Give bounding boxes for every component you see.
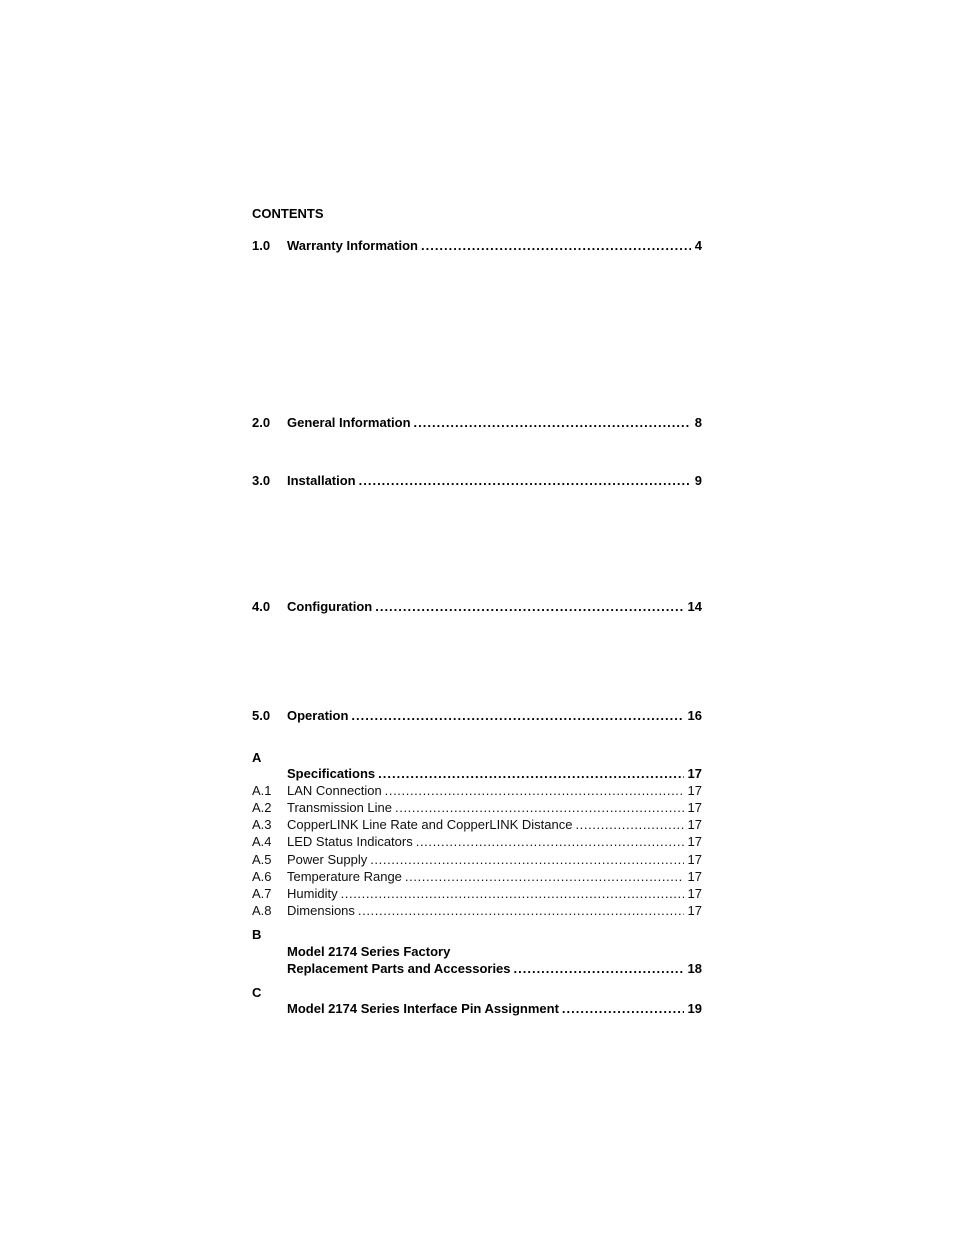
toc-subentry-humidity[interactable]	[252, 886, 702, 902]
dot-leader	[414, 415, 691, 431]
toc-subentry-led-status[interactable]	[252, 834, 702, 850]
dot-leader	[358, 903, 684, 919]
toc-entry-configuration[interactable]	[252, 599, 702, 615]
page-number: 14	[687, 599, 702, 614]
dot-leader	[395, 800, 684, 816]
dot-leader	[370, 852, 683, 868]
section-number: 5.0	[252, 708, 271, 723]
toc-entry-pin-assignment[interactable]	[252, 1001, 702, 1017]
section-number: 3.0	[252, 473, 271, 488]
toc-entry-general-information[interactable]	[252, 415, 702, 431]
toc-subentry-line-rate[interactable]	[252, 817, 702, 833]
toc-subentry-lan-connection[interactable]	[252, 783, 702, 799]
dot-leader	[562, 1001, 684, 1017]
subsection-title: LAN Connection	[287, 783, 382, 798]
page-number: 8	[694, 415, 702, 430]
subsection-number: A.7	[252, 886, 272, 901]
toc-entry-replacement-parts[interactable]	[252, 961, 702, 977]
appendix-b-title-line1: Model 2174 Series Factory	[287, 944, 451, 959]
subsection-number: A.5	[252, 852, 272, 867]
page-number: 17	[687, 766, 702, 781]
section-title: Warranty Information	[287, 238, 418, 253]
subsection-number: A.4	[252, 834, 272, 849]
section-number: 1.0	[252, 238, 271, 253]
toc-subentry-power-supply[interactable]	[252, 852, 702, 868]
appendix-a-letter: A	[252, 750, 262, 765]
dot-leader	[575, 817, 683, 833]
page-number: 18	[687, 961, 702, 976]
dot-leader	[416, 834, 684, 850]
toc-entry-warranty[interactable]	[252, 238, 702, 254]
subsection-title: CopperLINK Line Rate and CopperLINK Distance	[287, 817, 573, 832]
section-title: Operation	[287, 708, 349, 723]
page-number: 17	[687, 869, 702, 884]
dot-leader	[405, 869, 684, 885]
subsection-title: Dimensions	[287, 903, 355, 918]
dot-leader	[375, 599, 683, 615]
page-number: 17	[687, 783, 702, 798]
subsection-title: Transmission Line	[287, 800, 393, 815]
subsection-number: A.2	[252, 800, 272, 815]
section-title: General Information	[287, 415, 411, 430]
dot-leader	[378, 766, 683, 782]
toc-entry-operation[interactable]	[252, 708, 702, 724]
section-title: Replacement Parts and Accessories	[287, 961, 511, 976]
subsection-title: Power Supply	[287, 852, 368, 867]
toc-subentry-dimensions[interactable]	[252, 903, 702, 919]
page-number: 17	[687, 852, 702, 867]
toc-subentry-temperature-range[interactable]	[252, 869, 702, 885]
page-number: 17	[687, 834, 702, 849]
dot-leader	[385, 783, 684, 799]
page-number: 4	[694, 238, 702, 253]
subsection-number: A.6	[252, 869, 272, 884]
page-number: 16	[687, 708, 702, 723]
dot-leader	[341, 886, 684, 902]
page-number: 17	[687, 817, 702, 832]
subsection-number: A.3	[252, 817, 272, 832]
section-number: 2.0	[252, 415, 271, 430]
dot-leader	[359, 473, 691, 489]
subsection-title: LED Status Indicators	[287, 834, 413, 849]
appendix-b-letter: B	[252, 927, 262, 942]
subsection-title: Humidity	[287, 886, 338, 901]
section-title: Model 2174 Series Interface Pin Assignment	[287, 1001, 559, 1016]
section-title: Configuration	[287, 599, 373, 614]
section-number: 4.0	[252, 599, 271, 614]
subsection-title: Temperature Range	[287, 869, 402, 884]
page-number: 19	[687, 1001, 702, 1016]
dot-leader	[421, 238, 691, 254]
toc-entry-installation[interactable]	[252, 473, 702, 489]
section-title: Specifications	[287, 766, 376, 781]
section-title: Installation	[287, 473, 356, 488]
dot-leader	[514, 961, 684, 977]
dot-leader	[351, 708, 683, 724]
page-number: 17	[687, 886, 702, 901]
page-number: 17	[687, 903, 702, 918]
toc-subentry-transmission-line[interactable]	[252, 800, 702, 816]
contents-heading: CONTENTS	[252, 206, 324, 221]
appendix-c-letter: C	[252, 985, 262, 1000]
toc-entry-specifications[interactable]	[252, 766, 702, 782]
page-number: 17	[687, 800, 702, 815]
subsection-number: A.1	[252, 783, 272, 798]
page-number: 9	[694, 473, 702, 488]
subsection-number: A.8	[252, 903, 272, 918]
